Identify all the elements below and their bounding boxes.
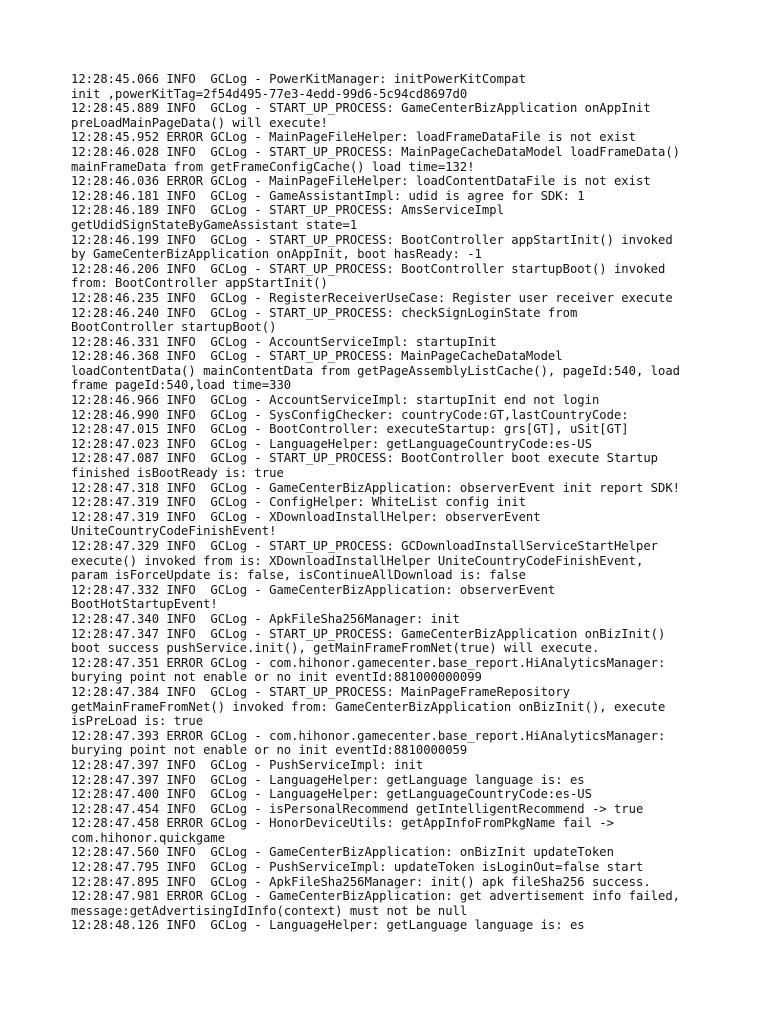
log-line: 12:28:47.397 INFO GCLog - LanguageHelper: getLanguage language is: es	[71, 772, 585, 787]
log-line: 12:28:47.319 INFO GCLog - XDownloadInstallHelper: observerEvent	[71, 509, 541, 524]
log-line: getMainFrameFromNet() invoked from: GameCenterBizApplication onBizInit(), execute	[71, 699, 666, 714]
log-line: 12:28:46.331 INFO GCLog - AccountServiceImpl: startupInit	[71, 334, 497, 349]
log-line: BootController startupBoot()	[71, 320, 277, 335]
log-line: 12:28:46.028 INFO GCLog - START_UP_PROCESS: MainPageCacheDataModel loadFrameData()	[71, 144, 681, 159]
log-line: 12:28:47.318 INFO GCLog - GameCenterBizApplication: observerEvent init report SDK!	[71, 480, 681, 495]
log-line: isPreLoad is: true	[71, 714, 204, 729]
log-line: 12:28:46.235 INFO GCLog - RegisterReceiverUseCase: Register user receiver execute	[71, 290, 673, 305]
log-line: 12:28:47.332 INFO GCLog - GameCenterBizApplication: observerEvent	[71, 582, 556, 597]
log-line: frame pageId:540,load time=330	[71, 378, 292, 393]
log-line: 12:28:47.340 INFO GCLog - ApkFileSha256Manager: init	[71, 611, 460, 626]
log-line: init ,powerKitTag=2f54d495-77e3-4edd-99d6-5c94cd8697d0	[71, 86, 468, 101]
log-line: 12:28:48.126 INFO GCLog - LanguageHelper: getLanguage language is: es	[71, 918, 585, 933]
log-line: 12:28:47.795 INFO GCLog - PushServiceImpl: updateToken isLoginOut=false start	[71, 860, 644, 875]
log-line: UniteCountryCodeFinishEvent!	[71, 524, 277, 539]
log-line: com.hihonor.quickgame	[71, 830, 226, 845]
log-line: 12:28:46.368 INFO GCLog - START_UP_PROCESS: MainPageCacheDataModel	[71, 349, 563, 364]
log-line: 12:28:47.400 INFO GCLog - LanguageHelper: getLanguageCountryCode:es-US	[71, 787, 592, 802]
log-line: 12:28:47.351 ERROR GCLog - com.hihonor.gamecenter.base_report.HiAnalyticsManager:	[71, 655, 666, 670]
log-line: by GameCenterBizApplication onAppInit, boot hasReady: -1	[71, 247, 482, 262]
log-line: boot success pushService.init(), getMainFrameFromNet(true) will execute.	[71, 641, 600, 656]
log-line: 12:28:46.036 ERROR GCLog - MainPageFileHelper: loadContentDataFile is not exist	[71, 174, 651, 189]
log-line: preLoadMainPageData() will execute!	[71, 115, 328, 130]
log-line: 12:28:46.966 INFO GCLog - AccountServiceImpl: startupInit end not login	[71, 393, 600, 408]
log-line: 12:28:46.199 INFO GCLog - START_UP_PROCESS: BootController appStartInit() invoked	[71, 232, 673, 247]
log-line: 12:28:46.240 INFO GCLog - START_UP_PROCESS: checkSignLoginState from	[71, 305, 578, 320]
log-line: 12:28:47.454 INFO GCLog - isPersonalRecommend getIntelligentRecommend -> true	[71, 801, 644, 816]
log-line: message:getAdvertisingIdInfo(context) must not be null	[71, 903, 468, 918]
log-line: param isForceUpdate is: false, isContinueAllDownload is: false	[71, 568, 526, 583]
log-line: 12:28:45.889 INFO GCLog - START_UP_PROCESS: GameCenterBizApplication onAppInit	[71, 101, 651, 116]
log-line: 12:28:47.458 ERROR GCLog - HonorDeviceUtils: getAppInfoFromPkgName fail ->	[71, 816, 614, 831]
log-line: finished isBootReady is: true	[71, 466, 284, 481]
log-line: 12:28:47.329 INFO GCLog - START_UP_PROCESS: GCDownloadInstallServiceStartHelper	[71, 539, 658, 553]
log-line: 12:28:47.384 INFO GCLog - START_UP_PROCESS: MainPageFrameRepository	[71, 684, 570, 699]
log-line: 12:28:46.181 INFO GCLog - GameAssistantImpl: udid is agree for SDK: 1	[71, 188, 585, 203]
log-line: burying point not enable or no init eventId:8810000059	[71, 743, 468, 758]
log-line: 12:28:47.087 INFO GCLog - START_UP_PROCESS: BootController boot execute Startup	[71, 451, 658, 466]
log-line: 12:28:47.319 INFO GCLog - ConfigHelper: WhiteList config init	[71, 495, 526, 510]
log-line: 12:28:46.206 INFO GCLog - START_UP_PROCESS: BootController startupBoot() invoked	[71, 261, 666, 276]
log-line: 12:28:47.397 INFO GCLog - PushServiceImpl: init	[71, 757, 424, 772]
log-line: 12:28:47.023 INFO GCLog - LanguageHelper: getLanguageCountryCode:es-US	[71, 436, 592, 451]
log-line: from: BootController appStartInit()	[71, 276, 328, 291]
log-line: 12:28:47.895 INFO GCLog - ApkFileSha256Manager: init() apk fileSha256 success.	[71, 874, 651, 889]
log-line: 12:28:47.393 ERROR GCLog - com.hihonor.gamecenter.base_report.HiAnalyticsManager:	[71, 728, 666, 743]
log-line: execute() invoked from is: XDownloadInstallHelper UniteCountryCodeFinishEvent,	[71, 553, 644, 568]
log-line: 12:28:45.066 INFO GCLog - PowerKitManager: initPowerKitCompat	[71, 72, 526, 86]
log-line: 12:28:46.990 INFO GCLog - SysConfigChecker: countryCode:GT,lastCountryCode:	[71, 407, 629, 422]
log-line: 12:28:47.560 INFO GCLog - GameCenterBizApplication: onBizInit updateToken	[71, 845, 614, 860]
log-line: 12:28:45.952 ERROR GCLog - MainPageFileHelper: loadFrameDataFile is not exist	[71, 130, 636, 145]
log-line: BootHotStartupEvent!	[71, 597, 218, 612]
log-document	[71, 72, 711, 933]
log-line: burying point not enable or no init eventId:881000000099	[71, 670, 482, 685]
log-line: mainFrameData from getFrameConfigCache() load time=132!	[71, 159, 475, 174]
log-line: 12:28:47.347 INFO GCLog - START_UP_PROCESS: GameCenterBizApplication onBizInit()	[71, 626, 666, 641]
log-line: getUdidSignStateByGameAssistant state=1	[71, 217, 358, 232]
log-line: 12:28:47.015 INFO GCLog - BootController: executeStartup: grs[GT], uSit[GT]	[71, 422, 629, 437]
log-line: loadContentData() mainContentData from getPageAssemblyListCache(), pageId:540, load	[71, 363, 681, 378]
log-line: 12:28:46.189 INFO GCLog - START_UP_PROCESS: AmsServiceImpl	[71, 203, 504, 218]
log-line: 12:28:47.981 ERROR GCLog - GameCenterBizApplication: get advertisement info failed,	[71, 889, 681, 904]
